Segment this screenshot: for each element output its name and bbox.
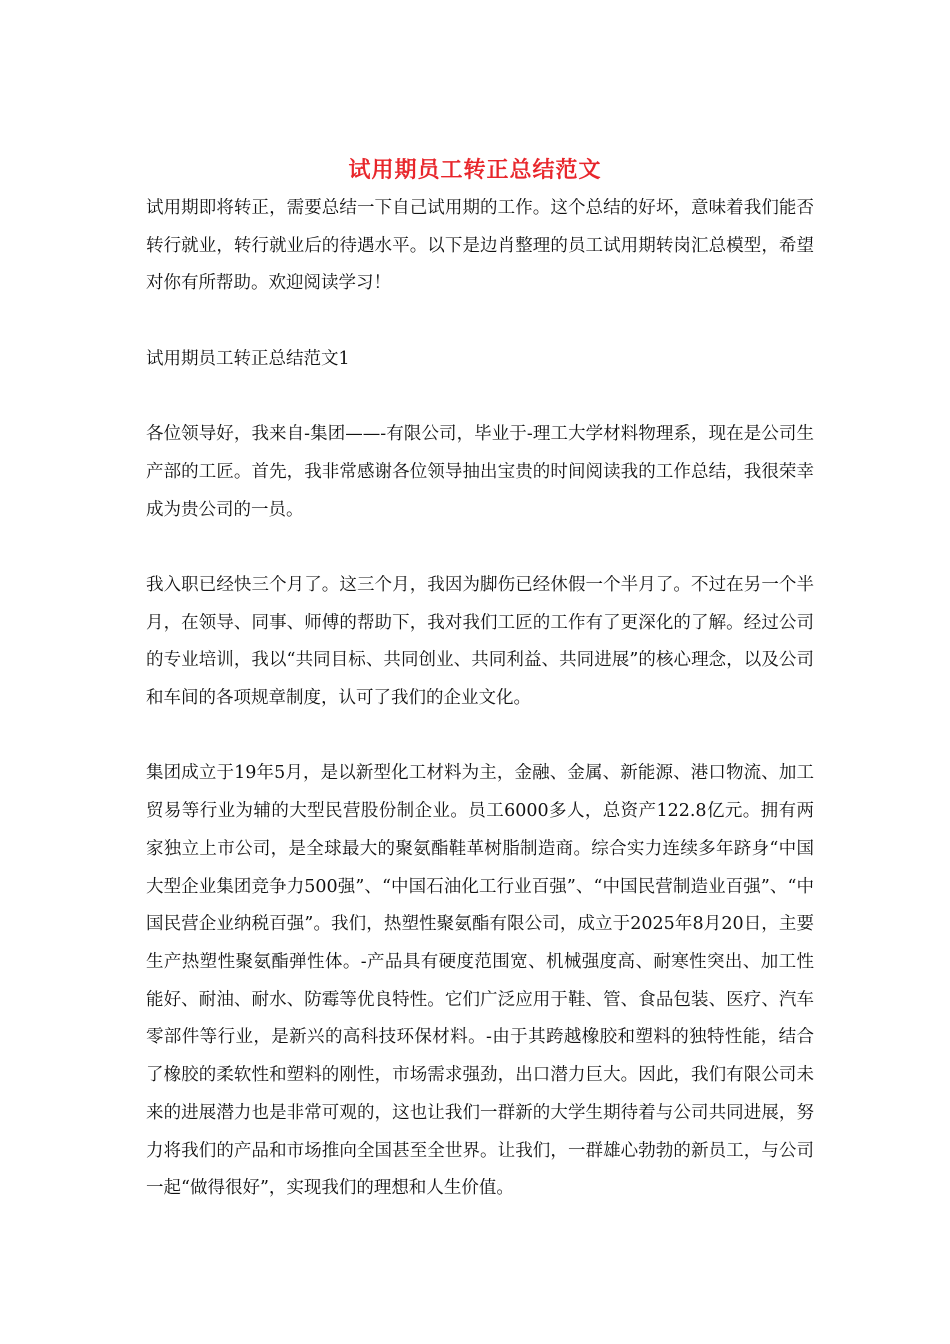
paragraph-spacer xyxy=(146,718,814,756)
document-title: 试用期员工转正总结范文 xyxy=(348,157,602,183)
section-heading: 试用期员工转正总结范文1 xyxy=(146,348,350,369)
document-body xyxy=(146,190,814,1208)
paragraph-spacer xyxy=(146,379,814,417)
paragraph-spacer xyxy=(146,303,814,341)
body-paragraph-onboarding: 我入职已经快三个月了。这三个月，我因为脚伤已经休假一个半月了。不过在另一个半月，在领导、同事、师傅的帮助下，我对我们工匠的工作有了更深化的了解。经过公司的专业培训，我以“共同目标、共同创业、共同利益、共同进展”的核心理念，以及公司和车间的各项规章制度，认可了我们的企业文化。 xyxy=(146,574,814,709)
paragraph-spacer xyxy=(146,529,814,567)
intro-paragraph: 试用期即将转正，需要总结一下自己试用期的工作。这个总结的好坏，意味着我们能否转行就业，转行就业后的待遇水平。以下是边肖整理的员工试用期转岗汇总模型，希望对你有所帮助。欢迎阅读学习！ xyxy=(146,198,814,294)
body-paragraph-greeting: 各位领导好，我来自-集团——-有限公司，毕业于-理工大学材料物理系，现在是公司生产部的工匠。首先，我非常感谢各位领导抽出宝贵的时间阅读我的工作总结，我很荣幸成为贵公司的一员。 xyxy=(146,424,814,520)
body-paragraph-company: 集团成立于19年5月，是以新型化工材料为主，金融、金属、新能源、港口物流、加工贸易等行业为辅的大型民营股份制企业。员工6000多人，总资产122.8亿元。拥有两家独立上市公司，是全球最大的聚氨酯鞋革树脂制造商。综合实力连续多年跻身“中国大型企业集团竞争力500强”、“中国石油化工行业百强”、“中国民营制造业百强”、“中国民营企业纳税百强”。我们，热塑性聚氨酯有限公司，成立于2025年8月20日，主要生产热塑性聚氨酯弹性体。-产品具有硬度范围宽、机械强度高、耐寒性突出、加工性能好、耐油、耐水、防霉等优良特性。它们广泛应用于鞋、管、食品包装、医疗、汽车零部件等行业，是新兴的高科技环保材料。-由于其跨越橡胶和塑料的独特性能，结合了橡胶的柔软性和塑料的刚性，市场需求强劲，出口潜力巨大。因此，我们有限公司未来的进展潜力也是非常可观的，这也让我们一群新的大学生期待着与公司共同进展，努力将我们的产品和市场推向全国甚至全世界。让我们，一群雄心勃勃的新员工，与公司一起“做得很好”，实现我们的理想和人生价值。 xyxy=(146,763,814,1199)
